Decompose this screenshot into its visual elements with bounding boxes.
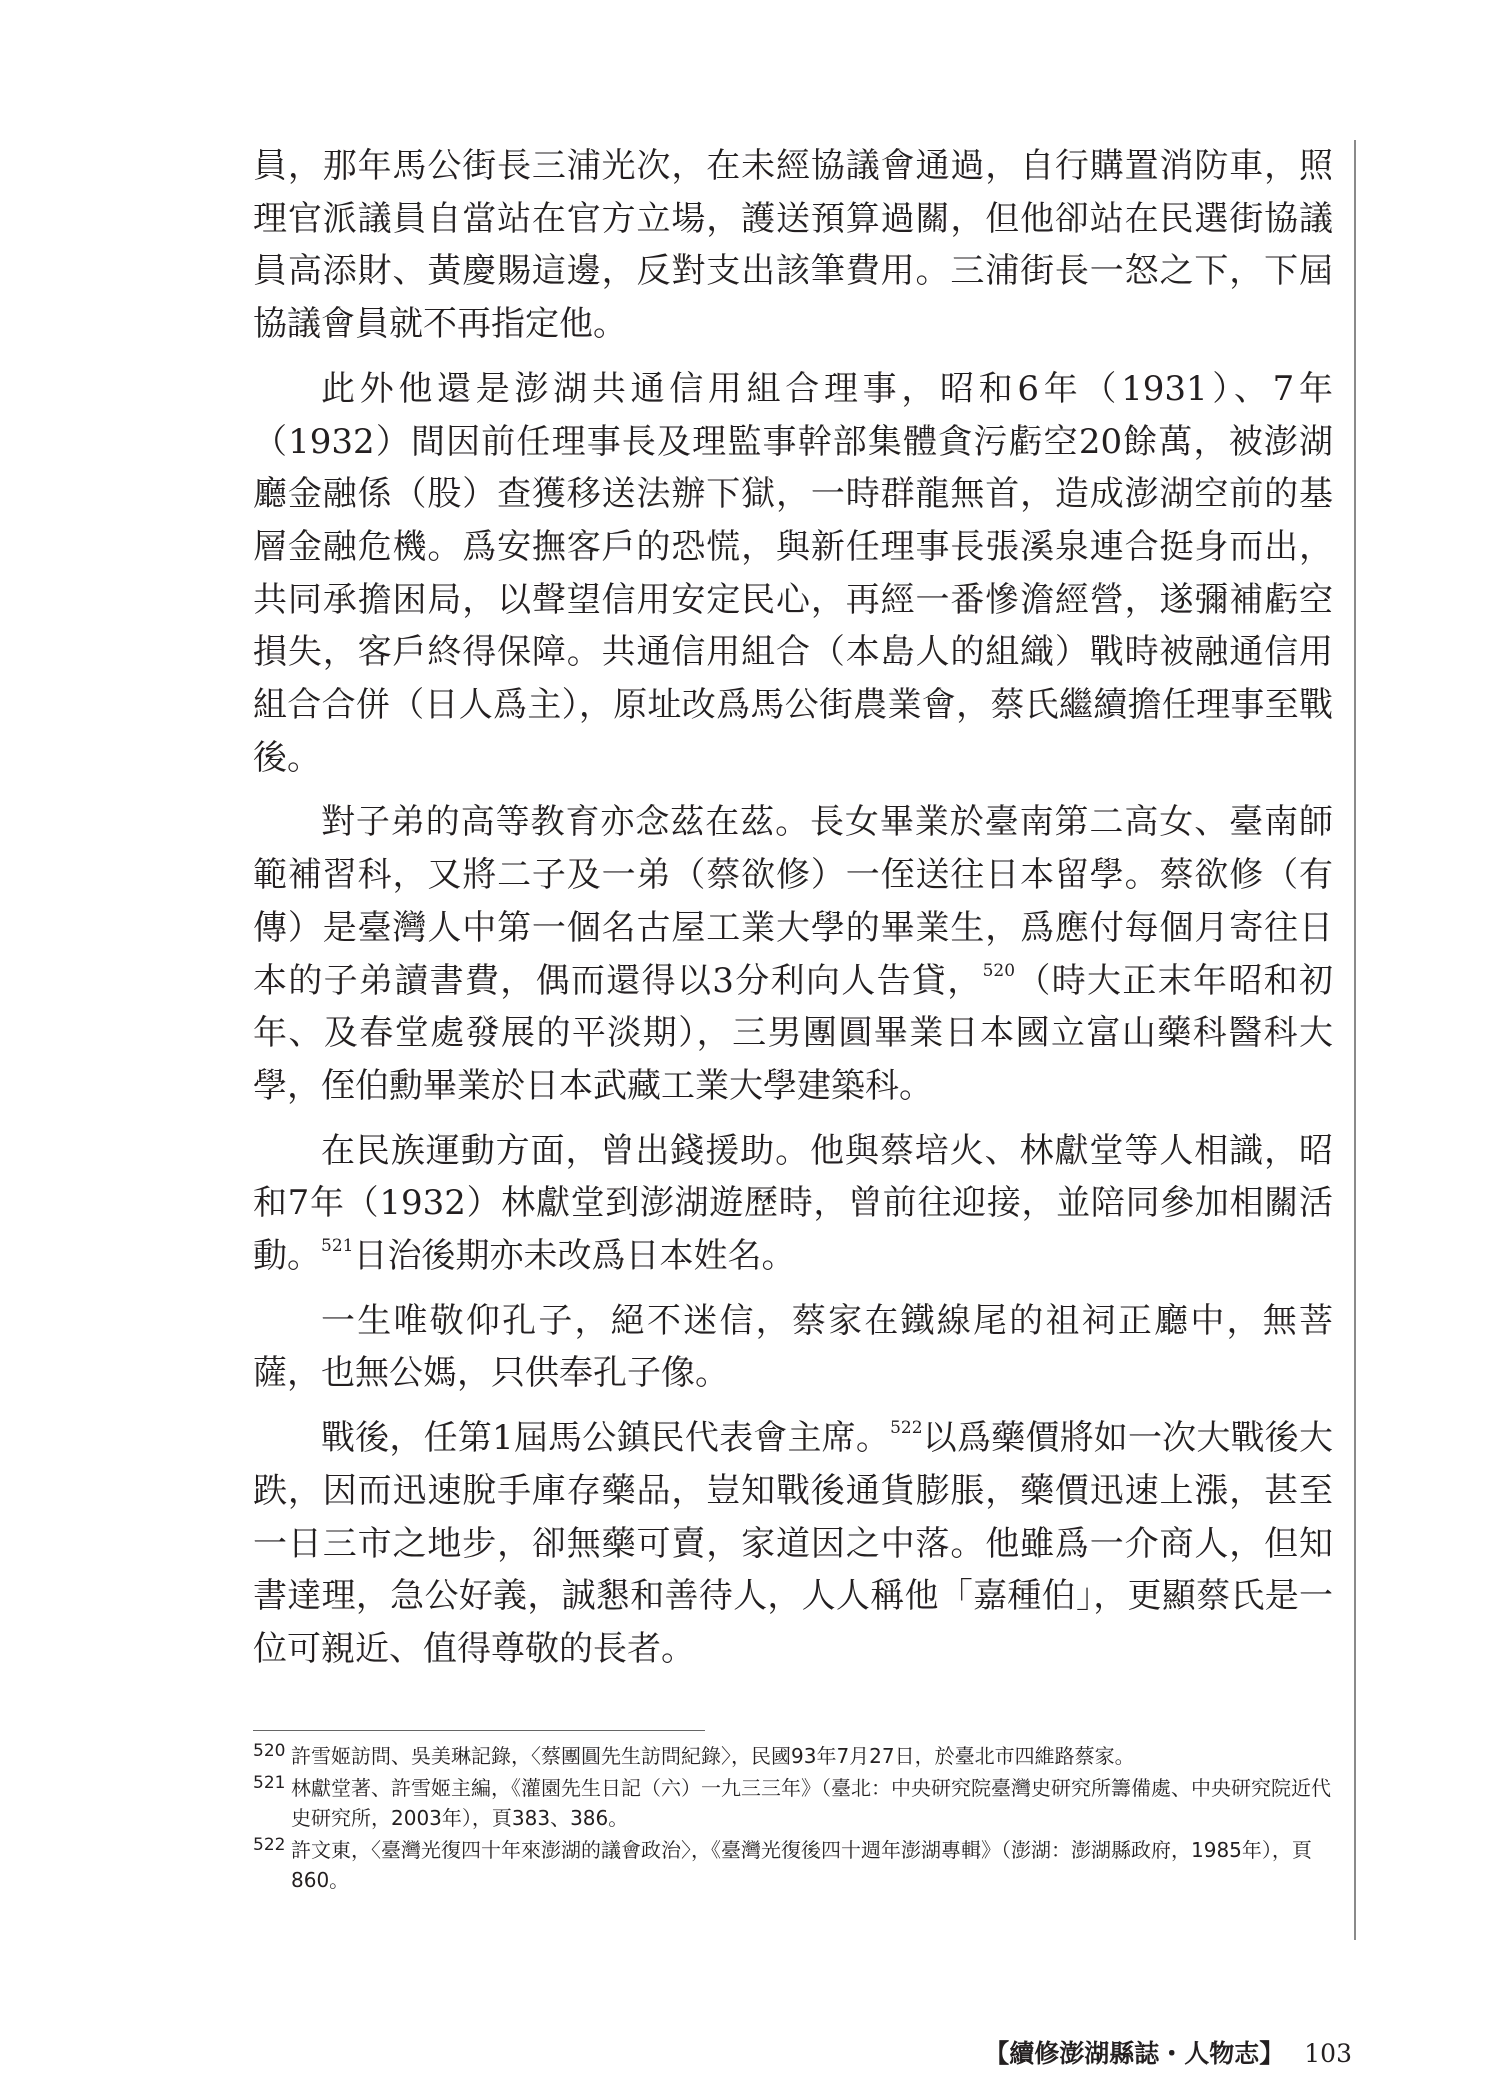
paragraph-text: 在民族運動方面，曾出錢援助。他與蔡培火、林獻堂等人相識，昭和7年（1932）林獻堂到澎湖遊歷時，曾前往迎接，並陪同參加相關活動。 bbox=[253, 1130, 1333, 1277]
paragraph bbox=[253, 363, 1333, 785]
book-title: 【續修澎湖縣誌・人物志】 bbox=[984, 2039, 1285, 2068]
paragraph-text: 對子弟的高等教育亦念茲在茲。長女畢業於臺南第二高女、臺南師範補習科，又將二子及一弟（蔡欲修）一侄送往日本留學。蔡欲修（有傳）是臺灣人中第一個名古屋工業大學的畢業生，爲應付每個月寄往日本的子弟讀書費，偶而還得以3分利向人告貸， bbox=[253, 802, 1333, 1001]
footnote-item bbox=[253, 1835, 1333, 1895]
paragraph-text: 以爲藥價將如一次大戰後大跌，因而迅速脫手庫存藥品，豈知戰後通貨膨脹，藥價迅速上漲，甚至一日三市之地步，卻無藥可賣，家道因之中落。他雖爲一介商人，但知書達理，急公好義，誠懇和善待人，人人稱他「嘉種伯」，更顯蔡氏是一位可親近、值得尊敬的長者。 bbox=[253, 1418, 1333, 1669]
footnote-number: 520 bbox=[253, 1741, 286, 1761]
footnote-number: 522 bbox=[253, 1835, 286, 1855]
paragraph bbox=[253, 1125, 1333, 1283]
paragraph-text: 日治後期亦未改爲日本姓名。 bbox=[353, 1236, 796, 1277]
footnote-text: 林獻堂著、許雪姬主編，《灌園先生日記（六）一九三三年》（臺北：中央研究院臺灣史研究所籌備處、中央研究院近代史研究所，2003年），頁383、386。 bbox=[291, 1776, 1331, 1830]
footnote-separator bbox=[253, 1730, 705, 1731]
paragraph-text: 此外他還是澎湖共通信用組合理事，昭和6年（1931）、7年（1932）間因前任理事長及理監事幹部集體貪污虧空20餘萬，被澎湖廳金融係（股）查獲移送法辦下獄，一時群龍無首，造成澎湖空前的基層金融危機。爲安撫客戶的恐慌，與新任理事長張溪泉連合挺身而出，共同承擔困局，以聲望信用安定民心，再經一番慘澹經營，遂彌補虧空損失，客戶終得保障。共通信用組合（本島人的組織）戰時被融通信用組合合併（日人爲主），原址改爲馬公街農業會，蔡氏繼續擔任理事至戰後。 bbox=[253, 368, 1333, 778]
footnote-text: 許雪姬訪問、吳美琳記錄，〈蔡團圓先生訪問紀錄〉，民國93年7月27日，於臺北市四維路蔡家。 bbox=[291, 1744, 1135, 1768]
footnote-ref[interactable]: 521 bbox=[321, 1236, 354, 1257]
footnote-item bbox=[253, 1741, 1333, 1771]
footnotes bbox=[253, 1741, 1333, 1897]
footnote-text: 許文東，〈臺灣光復四十年來澎湖的議會政治〉，《臺灣光復後四十週年澎湖專輯》（澎湖：澎湖縣政府，1985年），頁860。 bbox=[291, 1838, 1312, 1892]
footnote-ref[interactable]: 522 bbox=[890, 1418, 923, 1439]
paragraph-text: 戰後，任第1屆馬公鎮民代表會主席。 bbox=[321, 1418, 891, 1459]
paragraph bbox=[253, 1412, 1333, 1676]
page-number: 103 bbox=[1304, 2039, 1352, 2068]
footnote-ref[interactable]: 520 bbox=[982, 960, 1016, 981]
footnote-number: 521 bbox=[253, 1773, 286, 1793]
paragraph bbox=[253, 796, 1333, 1112]
footnote-item bbox=[253, 1773, 1333, 1833]
margin-rule bbox=[1354, 140, 1356, 1940]
paragraph bbox=[253, 140, 1333, 351]
body-text bbox=[253, 140, 1333, 1688]
paragraph-text: 一生唯敬仰孔子，絕不迷信，蔡家在鐵線尾的祖祠正廳中，無菩薩，也無公媽，只供奉孔子像。 bbox=[253, 1300, 1333, 1394]
paragraph bbox=[253, 1295, 1333, 1400]
paragraph-text: 員，那年馬公街長三浦光次，在未經協議會通過，自行購置消防車，照理官派議員自當站在官方立場，護送預算過關，但他卻站在民選街協議員高添財、黃慶賜這邊，反對支出該筆費用。三浦街長一怒之下，下屆協議會員就不再指定他。 bbox=[253, 146, 1333, 345]
paragraph-text: （時大正末年昭和初年、及春堂處發展的平淡期），三男團圓畢業日本國立富山藥科醫科大學，侄伯勳畢業於日本武藏工業大學建築科。 bbox=[253, 960, 1334, 1106]
running-head bbox=[984, 2034, 1352, 2070]
